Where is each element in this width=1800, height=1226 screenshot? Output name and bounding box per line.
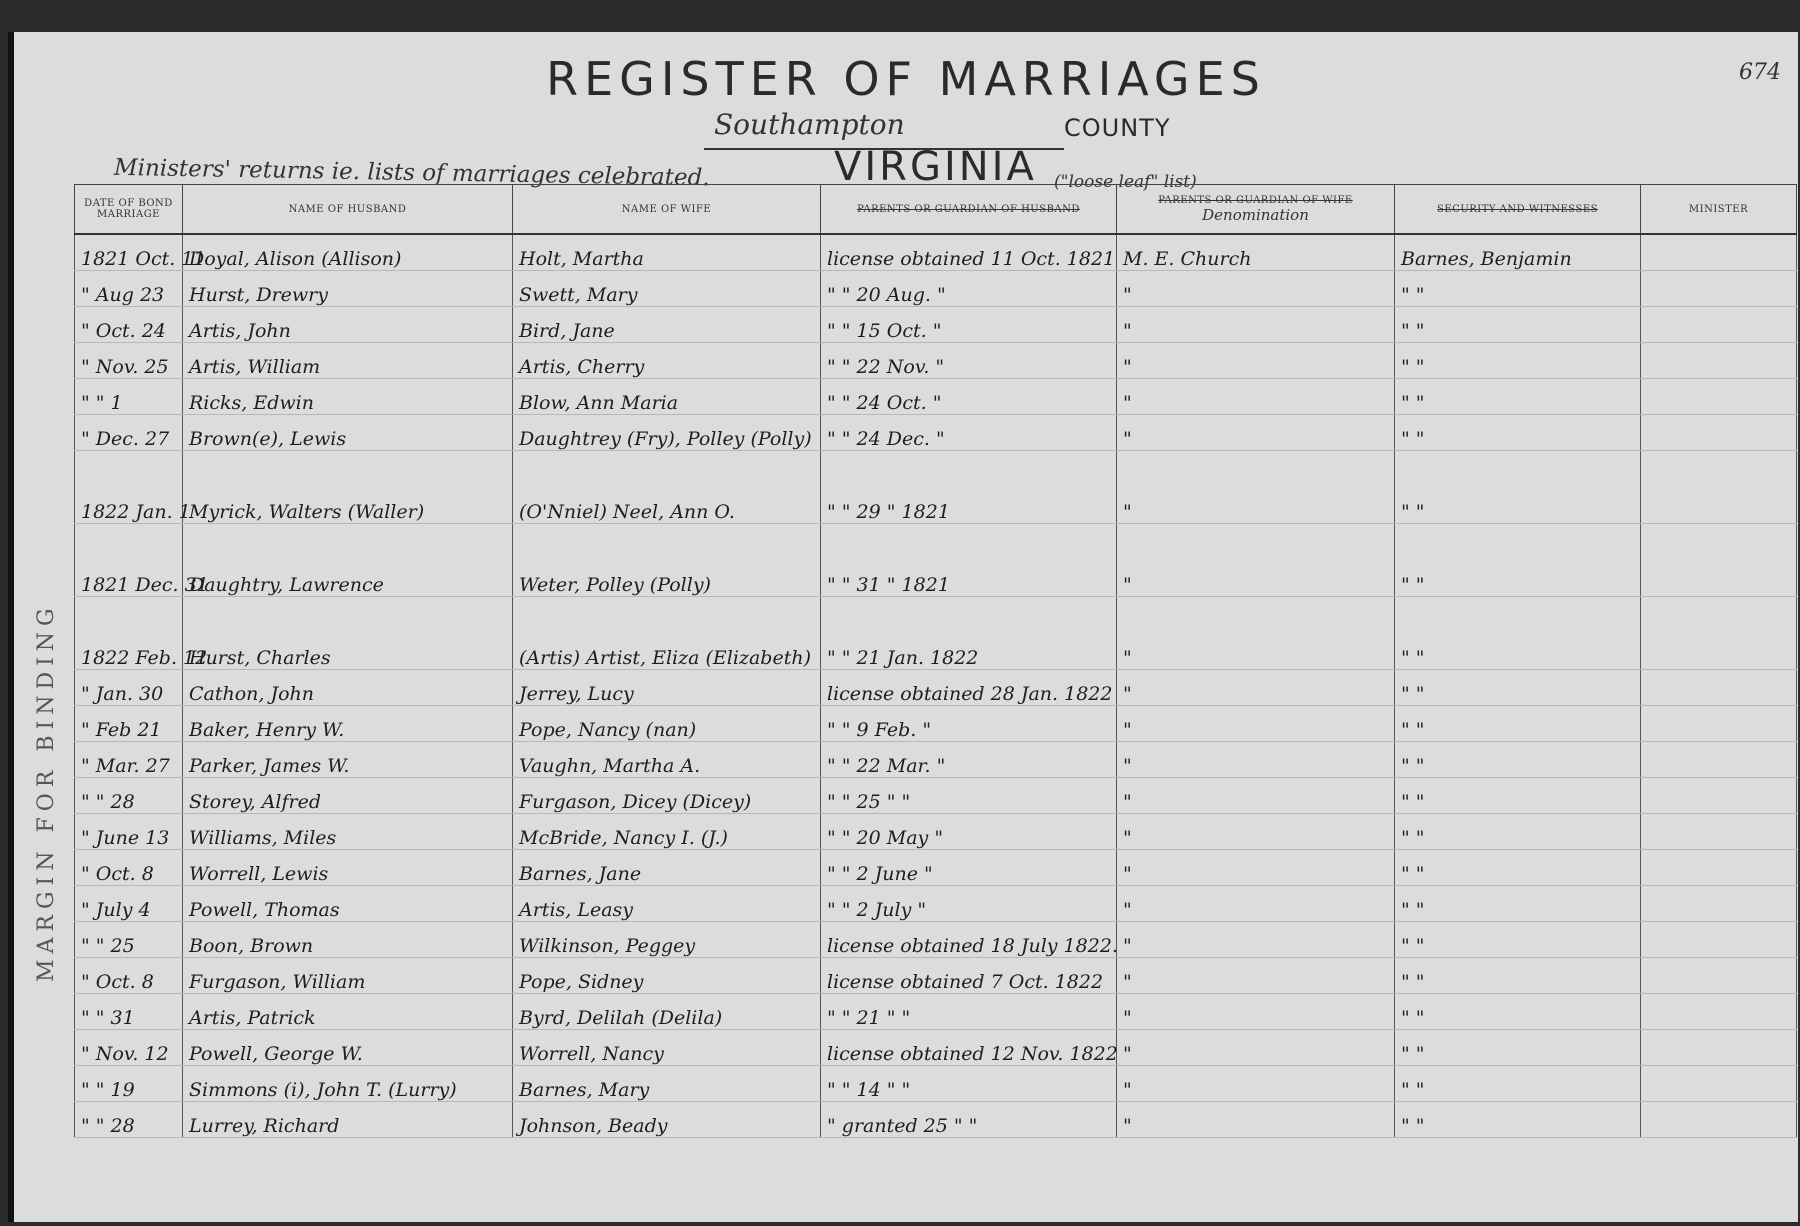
table-row <box>75 670 1797 706</box>
table-row <box>75 307 1797 343</box>
table-row <box>75 1030 1797 1066</box>
cell-wife: Swett, Mary <box>513 271 821 307</box>
cell-date: " Nov. 25 <box>75 343 183 379</box>
table-row <box>75 994 1797 1030</box>
cell-denomination: " <box>1117 886 1395 922</box>
cell-minister <box>1641 234 1797 271</box>
cell-security: " " <box>1395 814 1641 850</box>
cell-minister <box>1641 706 1797 742</box>
cell-date: " Oct. 24 <box>75 307 183 343</box>
cell-license: " " 20 Aug. " <box>821 271 1117 307</box>
cell-denomination: M. E. Church <box>1117 234 1395 271</box>
table-row <box>75 922 1797 958</box>
cell-date: " " 28 <box>75 1102 183 1138</box>
cell-wife: Wilkinson, Peggey <box>513 922 821 958</box>
cell-security: " " <box>1395 886 1641 922</box>
col-minister: MINISTER <box>1641 185 1797 235</box>
cell-minister <box>1641 1066 1797 1102</box>
cell-denomination: " <box>1117 850 1395 886</box>
cell-security: " " <box>1395 597 1641 670</box>
cell-husband: Boon, Brown <box>183 922 513 958</box>
cell-wife: Worrell, Nancy <box>513 1030 821 1066</box>
cell-security: " " <box>1395 307 1641 343</box>
loose-leaf-note: ("loose leaf" list) <box>1054 172 1197 192</box>
col-security: SECURITY AND WITNESSES <box>1395 185 1641 235</box>
col-parents-wife-struck: PARENTS OR GUARDIAN OF WIFE <box>1158 194 1353 206</box>
table-row <box>75 850 1797 886</box>
col-parents-husband: PARENTS OR GUARDIAN OF HUSBAND <box>821 185 1117 235</box>
cell-wife: (Artis) Artist, Eliza (Elizabeth) <box>513 597 821 670</box>
cell-security: " " <box>1395 850 1641 886</box>
cell-license: " " 25 " " <box>821 778 1117 814</box>
cell-date: " " 31 <box>75 994 183 1030</box>
cell-license: " " 22 Mar. " <box>821 742 1117 778</box>
cell-date: " Oct. 8 <box>75 958 183 994</box>
cell-denomination: " <box>1117 524 1395 597</box>
col-wife: NAME OF WIFE <box>513 185 821 235</box>
cell-wife: Artis, Leasy <box>513 886 821 922</box>
cell-wife: Byrd, Delilah (Delila) <box>513 994 821 1030</box>
cell-date: " July 4 <box>75 886 183 922</box>
ministers-returns-note: Ministers' returns ie. lists of marriages celebrated. <box>113 154 710 192</box>
cell-wife: Furgason, Dicey (Dicey) <box>513 778 821 814</box>
cell-minister <box>1641 814 1797 850</box>
cell-date: 1822 Feb. 12 <box>75 597 183 670</box>
cell-minister <box>1641 271 1797 307</box>
cell-wife: Barnes, Mary <box>513 1066 821 1102</box>
table-row <box>75 958 1797 994</box>
cell-minister <box>1641 922 1797 958</box>
cell-license: " granted 25 " " <box>821 1102 1117 1138</box>
table-body <box>75 234 1797 1138</box>
cell-husband: Artis, John <box>183 307 513 343</box>
table-row <box>75 814 1797 850</box>
cell-date: 1822 Jan. 1 <box>75 451 183 524</box>
cell-license: " " 24 Oct. " <box>821 379 1117 415</box>
cell-wife: Bird, Jane <box>513 307 821 343</box>
cell-security: " " <box>1395 670 1641 706</box>
cell-license: " " 24 Dec. " <box>821 415 1117 451</box>
cell-date: " Feb 21 <box>75 706 183 742</box>
cell-husband: Storey, Alfred <box>183 778 513 814</box>
page-title: REGISTER OF MARRIAGES <box>546 52 1266 106</box>
table-row <box>75 886 1797 922</box>
cell-husband: Ricks, Edwin <box>183 379 513 415</box>
page-number: 674 <box>1739 60 1781 85</box>
col-denomination: Denomination <box>1202 205 1309 224</box>
cell-date: " " 1 <box>75 379 183 415</box>
cell-date: " Oct. 8 <box>75 850 183 886</box>
cell-husband: Daughtry, Lawrence <box>183 524 513 597</box>
cell-minister <box>1641 886 1797 922</box>
cell-husband: Baker, Henry W. <box>183 706 513 742</box>
cell-security: " " <box>1395 778 1641 814</box>
cell-minister <box>1641 850 1797 886</box>
cell-wife: Holt, Martha <box>513 234 821 271</box>
cell-denomination: " <box>1117 778 1395 814</box>
cell-denomination: " <box>1117 1030 1395 1066</box>
cell-security: " " <box>1395 271 1641 307</box>
cell-wife: Barnes, Jane <box>513 850 821 886</box>
cell-date: " June 13 <box>75 814 183 850</box>
cell-date: " " 19 <box>75 1066 183 1102</box>
cell-denomination: " <box>1117 814 1395 850</box>
cell-security: " " <box>1395 1030 1641 1066</box>
cell-security: " " <box>1395 1102 1641 1138</box>
cell-husband: Simmons (i), John T. (Lurry) <box>183 1066 513 1102</box>
county-name: Southampton <box>714 108 905 141</box>
cell-wife: Vaughn, Martha A. <box>513 742 821 778</box>
table-row <box>75 451 1797 524</box>
cell-security: " " <box>1395 742 1641 778</box>
cell-husband: Lurrey, Richard <box>183 1102 513 1138</box>
table-row <box>75 1066 1797 1102</box>
cell-husband: Powell, George W. <box>183 1030 513 1066</box>
cell-security: " " <box>1395 1066 1641 1102</box>
cell-license: license obtained 12 Nov. 1822 <box>821 1030 1117 1066</box>
cell-husband: Artis, Patrick <box>183 994 513 1030</box>
cell-license: " " 29 " 1821 <box>821 451 1117 524</box>
cell-license: " " 9 Feb. " <box>821 706 1117 742</box>
cell-husband: Williams, Miles <box>183 814 513 850</box>
cell-husband: Worrell, Lewis <box>183 850 513 886</box>
cell-denomination: " <box>1117 922 1395 958</box>
cell-license: license obtained 28 Jan. 1822 <box>821 670 1117 706</box>
cell-denomination: " <box>1117 706 1395 742</box>
cell-minister <box>1641 379 1797 415</box>
cell-wife: Weter, Polley (Polly) <box>513 524 821 597</box>
register-page <box>14 32 1798 1222</box>
cell-license: " " 21 Jan. 1822 <box>821 597 1117 670</box>
cell-wife: Pope, Nancy (nan) <box>513 706 821 742</box>
table-row <box>75 343 1797 379</box>
marriage-register-table <box>74 184 1797 1138</box>
cell-minister <box>1641 958 1797 994</box>
cell-security: " " <box>1395 922 1641 958</box>
cell-security: " " <box>1395 958 1641 994</box>
cell-security: " " <box>1395 994 1641 1030</box>
register-sheet <box>8 32 1798 1222</box>
cell-denomination: " <box>1117 597 1395 670</box>
cell-license: " " 2 July " <box>821 886 1117 922</box>
cell-date: " Mar. 27 <box>75 742 183 778</box>
cell-security: " " <box>1395 379 1641 415</box>
cell-denomination: " <box>1117 415 1395 451</box>
cell-husband: Brown(e), Lewis <box>183 415 513 451</box>
table-row <box>75 234 1797 271</box>
cell-husband: Doyal, Alison (Allison) <box>183 234 513 271</box>
table-row <box>75 415 1797 451</box>
cell-license: license obtained 11 Oct. 1821 <box>821 234 1117 271</box>
cell-date: " Nov. 12 <box>75 1030 183 1066</box>
table-row <box>75 524 1797 597</box>
cell-husband: Hurst, Drewry <box>183 271 513 307</box>
cell-denomination: " <box>1117 1102 1395 1138</box>
cell-security: " " <box>1395 706 1641 742</box>
cell-license: license obtained 7 Oct. 1822 <box>821 958 1117 994</box>
cell-husband: Furgason, William <box>183 958 513 994</box>
cell-wife: Blow, Ann Maria <box>513 379 821 415</box>
cell-wife: (O'Nniel) Neel, Ann O. <box>513 451 821 524</box>
cell-wife: Jerrey, Lucy <box>513 670 821 706</box>
cell-license: " " 20 May " <box>821 814 1117 850</box>
cell-minister <box>1641 1030 1797 1066</box>
col-date: DATE OF BOND MARRIAGE <box>75 185 183 235</box>
cell-security: " " <box>1395 524 1641 597</box>
cell-denomination: " <box>1117 994 1395 1030</box>
cell-husband: Cathon, John <box>183 670 513 706</box>
cell-license: " " 2 June " <box>821 850 1117 886</box>
col-husband: NAME OF HUSBAND <box>183 185 513 235</box>
cell-minister <box>1641 778 1797 814</box>
cell-minister <box>1641 670 1797 706</box>
cell-license: " " 22 Nov. " <box>821 343 1117 379</box>
cell-security: " " <box>1395 451 1641 524</box>
cell-minister <box>1641 742 1797 778</box>
cell-minister <box>1641 415 1797 451</box>
cell-denomination: " <box>1117 307 1395 343</box>
table-row <box>75 1102 1797 1138</box>
table-header-row <box>75 185 1797 235</box>
cell-date: " Jan. 30 <box>75 670 183 706</box>
cell-date: " " 28 <box>75 778 183 814</box>
table-row <box>75 597 1797 670</box>
state-label: VIRGINIA <box>834 144 1037 190</box>
cell-denomination: " <box>1117 742 1395 778</box>
cell-husband: Myrick, Walters (Waller) <box>183 451 513 524</box>
cell-minister <box>1641 597 1797 670</box>
cell-denomination: " <box>1117 670 1395 706</box>
binding-margin-label: MARGIN FOR BINDING <box>34 602 59 982</box>
cell-license: " " 31 " 1821 <box>821 524 1117 597</box>
cell-husband: Powell, Thomas <box>183 886 513 922</box>
col-parents-wife <box>1117 185 1395 235</box>
cell-denomination: " <box>1117 271 1395 307</box>
table-row <box>75 706 1797 742</box>
table-row <box>75 778 1797 814</box>
table-row <box>75 379 1797 415</box>
cell-security: " " <box>1395 415 1641 451</box>
cell-husband: Artis, William <box>183 343 513 379</box>
cell-denomination: " <box>1117 343 1395 379</box>
cell-minister <box>1641 1102 1797 1138</box>
cell-wife: Artis, Cherry <box>513 343 821 379</box>
cell-denomination: " <box>1117 958 1395 994</box>
cell-license: " " 14 " " <box>821 1066 1117 1102</box>
cell-wife: Pope, Sidney <box>513 958 821 994</box>
cell-denomination: " <box>1117 1066 1395 1102</box>
cell-wife: Johnson, Beady <box>513 1102 821 1138</box>
cell-date: " " 25 <box>75 922 183 958</box>
cell-security: " " <box>1395 343 1641 379</box>
county-label: COUNTY <box>1064 114 1171 142</box>
cell-wife: Daughtrey (Fry), Polley (Polly) <box>513 415 821 451</box>
cell-date: " Dec. 27 <box>75 415 183 451</box>
cell-husband: Parker, James W. <box>183 742 513 778</box>
cell-license: " " 21 " " <box>821 994 1117 1030</box>
cell-date: 1821 Dec. 31 <box>75 524 183 597</box>
table-row <box>75 271 1797 307</box>
cell-date: 1821 Oct. 11 <box>75 234 183 271</box>
cell-minister <box>1641 994 1797 1030</box>
cell-license: " " 15 Oct. " <box>821 307 1117 343</box>
cell-date: " Aug 23 <box>75 271 183 307</box>
table-row <box>75 742 1797 778</box>
cell-husband: Hurst, Charles <box>183 597 513 670</box>
cell-minister <box>1641 343 1797 379</box>
cell-minister <box>1641 307 1797 343</box>
cell-license: license obtained 18 July 1822. <box>821 922 1117 958</box>
cell-wife: McBride, Nancy I. (J.) <box>513 814 821 850</box>
cell-security: Barnes, Benjamin <box>1395 234 1641 271</box>
cell-minister <box>1641 451 1797 524</box>
cell-minister <box>1641 524 1797 597</box>
cell-denomination: " <box>1117 379 1395 415</box>
cell-denomination: " <box>1117 451 1395 524</box>
